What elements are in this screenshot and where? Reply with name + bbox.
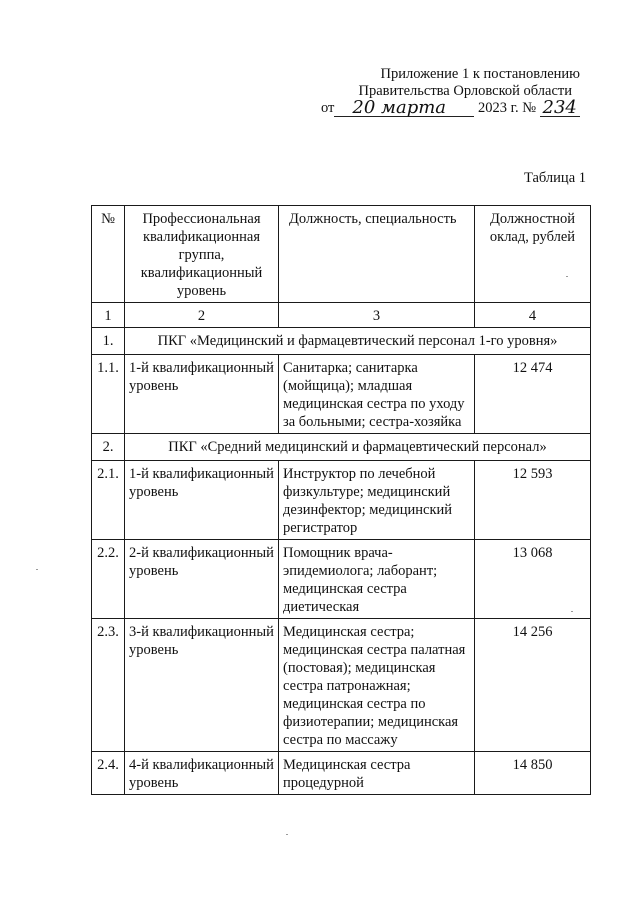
scan-speck [36,569,38,570]
row-salary: 13 068 [475,540,591,619]
row-num: 1.1. [92,355,125,434]
row-salary: 14 256 [475,619,591,752]
column-number-row [92,303,591,328]
scan-speck [571,611,573,612]
header-position: Должность, специальность [279,206,475,303]
row-positions: Медицинская сестра; медицинская сестра палатная (постовая); медицинская сестра патронажная; медицинская сестра по физиотерапии; медицинская сестра по массажу [279,619,475,752]
column-number: 2 [125,303,279,328]
government-name: Правительства Орловской области [358,83,572,99]
row-salary: 12 593 [475,461,591,540]
order-prefix: от [321,100,335,116]
section-num: 2. [92,434,125,461]
section-row [92,328,591,355]
table-label: Таблица 1 [523,170,586,186]
scan-speck [566,276,568,277]
order-year: 2023 г. № [478,100,537,116]
section-row [92,434,591,461]
row-positions: Медицинская сестра процедурной [279,752,475,795]
row-positions: Инструктор по лечебной физкультуре; медицинский дезинфектор; медицинский регистратор [279,461,475,540]
scan-speck [286,834,288,835]
column-number: 1 [92,303,125,328]
handwritten-number: 234 [540,100,580,117]
salary-table [91,205,591,795]
row-positions: Санитарка; санитарка (мойщица); младшая медицинская сестра по уходу за больными; сестра-хозяйка [279,355,475,434]
row-salary: 14 850 [475,752,591,795]
header-group: Профессиональная квалификационная группа, квалификационный уровень [125,206,279,303]
header-num: № [92,206,125,303]
row-salary: 12 474 [475,355,591,434]
order-reference [321,99,580,117]
appendix-header [300,66,600,100]
row-num: 2.1. [92,461,125,540]
section-num: 1. [92,328,125,355]
table-row [92,355,591,434]
column-number: 4 [475,303,591,328]
row-positions: Помощник врача-эпидемиолога; лаборант; медицинская сестра диетическая [279,540,475,619]
row-level: 2-й квалификационный уровень [125,540,279,619]
row-level: 4-й квалификационный уровень [125,752,279,795]
appendix-title: Приложение 1 к постановлению [380,66,580,82]
table-row [92,752,591,795]
section-title: ПКГ «Медицинский и фармацевтический персонал 1-го уровня» [125,328,591,355]
handwritten-date: 20 марта [334,100,474,117]
header-salary: Должностной оклад, рублей [475,206,591,303]
row-num: 2.4. [92,752,125,795]
row-num: 2.2. [92,540,125,619]
column-number: 3 [279,303,475,328]
table-row [92,619,591,752]
table-header-row [92,206,591,303]
row-level: 3-й квалификационный уровень [125,619,279,752]
row-level: 1-й квалификационный уровень [125,355,279,434]
row-num: 2.3. [92,619,125,752]
table-row [92,540,591,619]
table-row [92,461,591,540]
row-level: 1-й квалификационный уровень [125,461,279,540]
section-title: ПКГ «Средний медицинский и фармацевтический персонал» [125,434,591,461]
